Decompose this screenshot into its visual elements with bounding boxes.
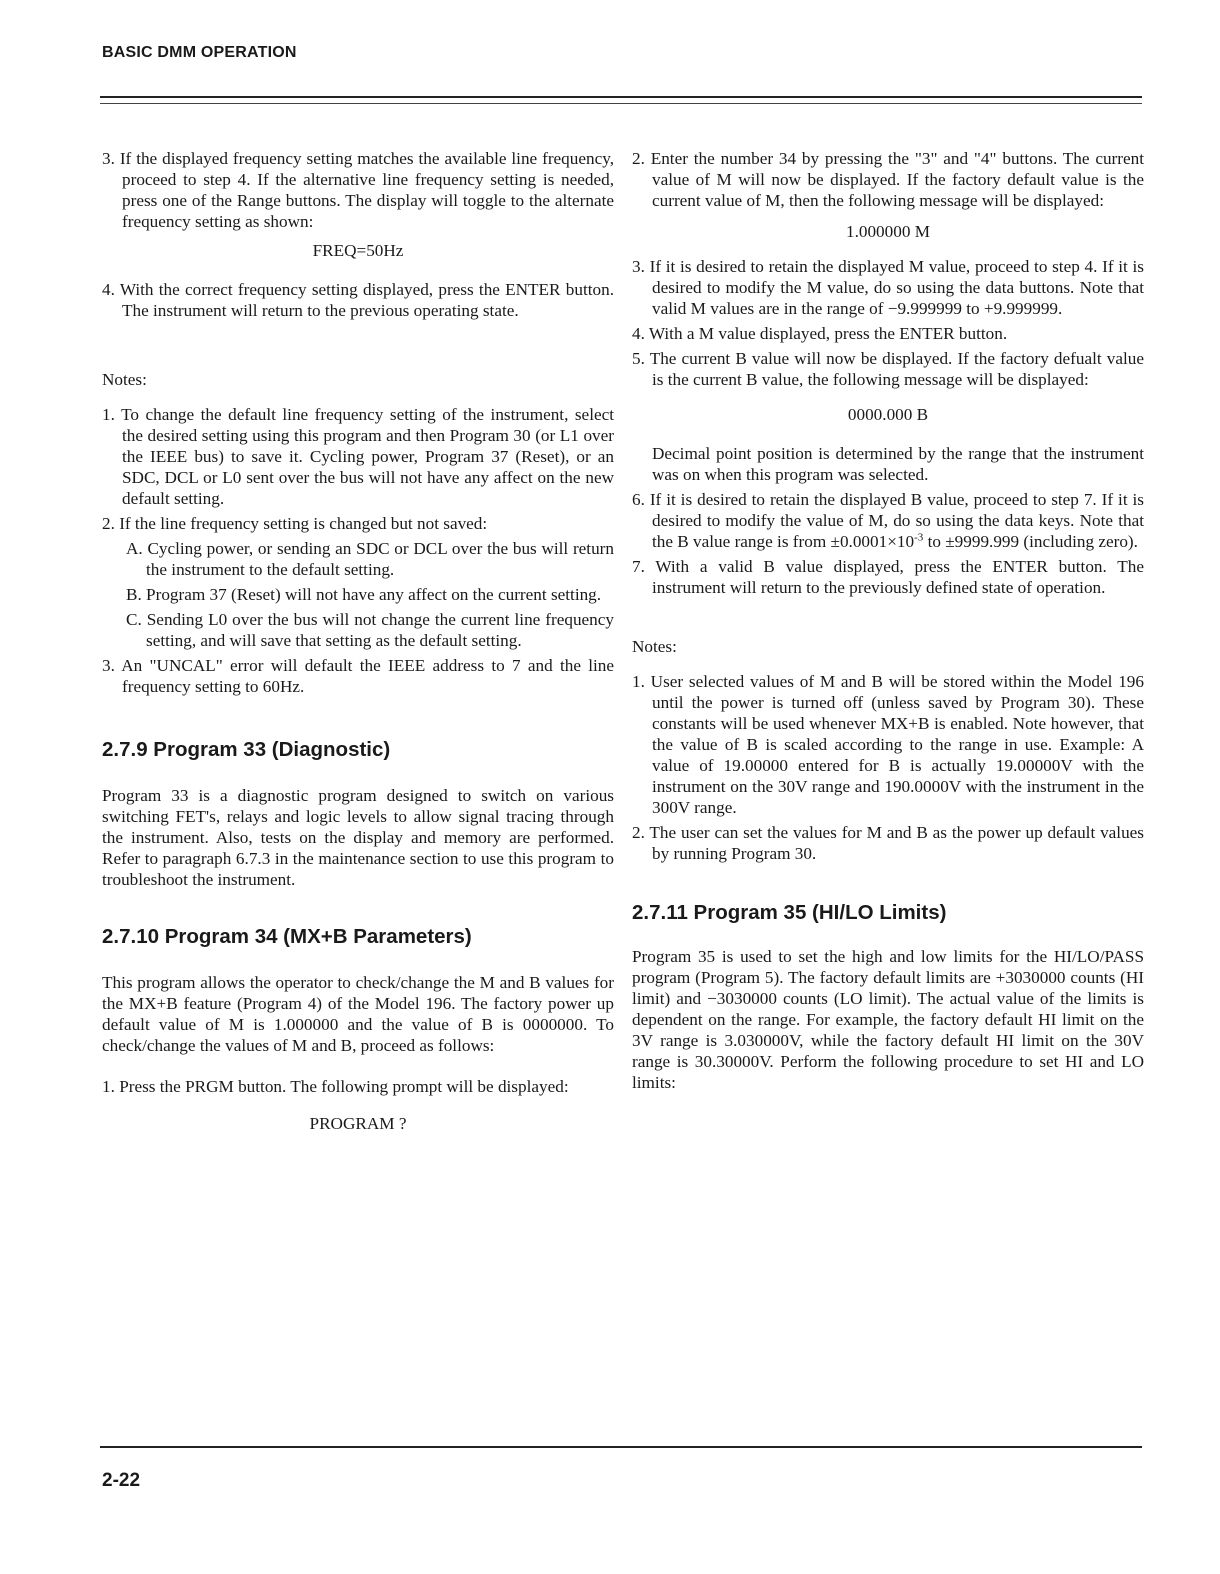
page-header: BASIC DMM OPERATION: [102, 44, 297, 61]
step-2-enter-34: 2. Enter the number 34 by pressing the "3" and "4" buttons. The current value of M will now be displayed. If the factory default value is the current value of M, then the following message will be displayed:: [632, 149, 1144, 210]
step-7-enter: 7. With a valid B value displayed, press the ENTER button. The instrument will return to the previously defined state of operation.: [632, 557, 1144, 597]
b-value-display: 0000.000 B: [847, 405, 929, 424]
left-column: [102, 148, 614, 1134]
footer-rule: [100, 1446, 1142, 1448]
header-rule: [100, 96, 1142, 98]
notes-label-right: Notes:: [632, 637, 677, 656]
step-6-exponent: -3: [914, 531, 924, 544]
step-5-b-value: 5. The current B value will now be displayed. If the factory defualt value is the current B value, the following message will be displayed:: [632, 349, 1144, 389]
section-heading-2-7-10: 2.7.10 Program 34 (MX+B Parameters): [102, 925, 472, 948]
note-2c: C. Sending L0 over the bus will not change the current line frequency setting, and will save that setting as the default setting.: [126, 610, 614, 650]
step-4-enter: 4. With the correct frequency setting displayed, press the ENTER button. The instrument will return to the previous operating state.: [102, 280, 614, 320]
step-6-text-end: to ±9999.999 (including zero).: [923, 532, 1138, 551]
note-1: 1. To change the default line frequency setting of the instrument, select the desired setting using this program and then Program 30 (or L1 over the IEEE bus) to save it. Cycling power, Program 37 (Reset), or an SDC, DCL or L0 sent over the bus will not have any affect on the new default setting.: [102, 405, 614, 508]
note-2: 2. If the line frequency setting is changed but not saved:: [102, 514, 488, 533]
note-2b: B. Program 37 (Reset) will not have any affect on the current setting.: [126, 585, 602, 604]
note-2-right: 2. The user can set the values for M and B as the power up default values by running Program 30.: [632, 823, 1144, 863]
paragraph-2-7-10: This program allows the operator to check/change the M and B values for the MX+B feature (Program 4) of the Model 196. The factory power up default value of M is 1.000000 and the value of B is 0000000. To check/change the values of M and B, proceed as follows:: [102, 973, 614, 1055]
m-value-display: 1.000000 M: [845, 222, 931, 241]
notes-label: Notes:: [102, 370, 147, 389]
decimal-point-note: Decimal point position is determined by the range that the instrument was on when this program was selected.: [652, 444, 1144, 484]
section-heading-2-7-11: 2.7.11 Program 35 (HI/LO Limits): [632, 901, 947, 924]
step-4-m-enter: 4. With a M value displayed, press the ENTER button.: [632, 324, 1008, 343]
step-3-m-value: 3. If it is desired to retain the displayed M value, proceed to step 4. If it is desired to modify the M value, do so using the data buttons. Note that valid M values are in the range of −9.999999 to +9.999999.: [632, 257, 1144, 318]
step-6-b-range: [632, 489, 1144, 552]
note-3: 3. An "UNCAL" error will default the IEEE address to 7 and the line frequency setting to 60Hz.: [102, 656, 614, 696]
paragraph-2-7-11: Program 35 is used to set the high and low limits for the HI/LO/PASS program (Program 5). The factory default limits are +3030000 counts (HI limit) and −3030000 counts (LO limit). The actual value of the limits is dependent on the range. For example, the factory default HI limit on the 3V range is 3.030000V, while the factory default HI limit on the 30V range is 30.30000V. Perform the following procedure to set HI and LO limits:: [632, 947, 1144, 1092]
header-rule-thin: [100, 103, 1142, 104]
page-number: 2-22: [102, 1470, 141, 1491]
section-heading-2-7-9: 2.7.9 Program 33 (Diagnostic): [102, 738, 391, 761]
step-3-freq: 3. If the displayed frequency setting matches the available line frequency, proceed to step 4. If the alternative line frequency setting is needed, press one of the Range buttons. The display will toggle to the alternate frequency setting as shown:: [102, 149, 614, 231]
step-1-prgm: 1. Press the PRGM button. The following prompt will be displayed:: [102, 1077, 569, 1096]
paragraph-2-7-9: Program 33 is a diagnostic program designed to switch on various switching FET's, relays and logic levels to allow signal tracing through the instrument. Also, tests on the display and memory are performed. Refer to paragraph 6.7.3 in the maintenance section to use this program to troubleshoot the instrument.: [102, 786, 614, 889]
right-column: [632, 148, 1144, 1093]
note-1-right: 1. User selected values of M and B will be stored within the Model 196 until the power is turned off (unless saved by Program 30). These constants will be used whenever MX+B is enabled. Note however, that the value of B is scaled according to the range in use. Example: A value of 19.00000 entered for B is actually 19.00000V with the instrument on the 30V range and 190.0000V with the instrument in the 300V range.: [632, 672, 1144, 817]
note-2a: A. Cycling power, or sending an SDC or DCL over the bus will return the instrument to the default setting.: [126, 539, 614, 579]
freq-display: FREQ=50Hz: [312, 241, 404, 260]
step-6-text: 6. If it is desired to retain the displayed B value, proceed to step 7. If it is desired to modify the value of M, do so using the data keys. Note that the B value range is from ±0.0001×10: [632, 490, 1144, 551]
program-display: PROGRAM ?: [309, 1114, 407, 1133]
